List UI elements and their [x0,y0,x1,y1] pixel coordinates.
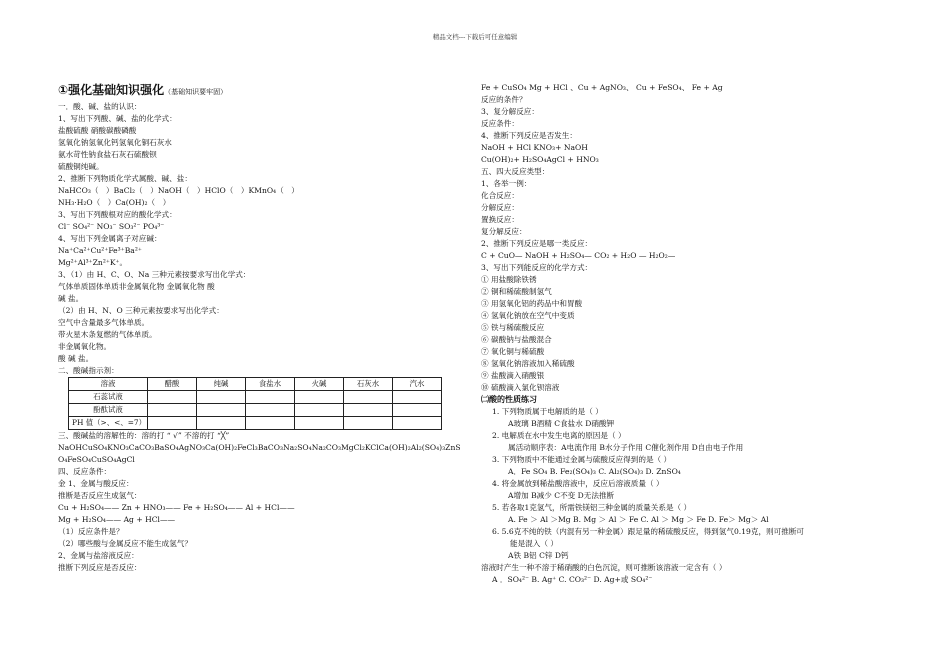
table-cell [295,404,344,417]
table-header-cell: 纯碱 [197,378,246,391]
table-cell [344,404,393,417]
text-line: 反应的条件？ [481,95,527,104]
question-line: 6. 5.6克不纯的铁（内混有另一种金属）跟足量的稀硫酸反应，得到氢气0.19克，则可推断可 [492,527,805,536]
table-row [69,404,442,417]
table-header-cell: 食盐水 [246,378,295,391]
exercise-section-title: ㈡酸的性质练习 [481,395,537,404]
text-line: 氢氧化钠氢氧化钙氢氧化铜石灰水 [58,138,172,147]
indicator-table [68,377,442,430]
text-line: 复分解反应： [481,227,527,236]
title-text: ①强化基础知识强化 [58,83,165,97]
text-line: ⑧ 氢氧化钠溶液加入稀硫酸 [481,359,575,368]
text-line: 化合反应： [481,191,519,200]
text-line: 4、推断下列反应是否发生： [481,131,577,140]
text-line: 1、各举一例： [481,179,532,188]
text-line: 3、（1）由 H、C、O、Na 三种元素按要求写出化学式： [58,270,251,279]
text-line: Cu + H₂SO₄—— Zn + HNO₃—— Fe + H₂SO₄—— Al + HCl—— [58,503,295,512]
table-cell [295,391,344,404]
title-subtitle: （基础知识要牢固） [164,88,228,96]
text-line: ⑥ 碳酸钠与盐酸混合 [481,335,552,344]
text-line: Mg²⁺Al³⁺Zn²⁺K⁺。 [58,258,128,267]
question-line: A铁 B铝 C锌 D钙 [508,551,569,560]
text-line: 四、反应条件： [58,467,112,476]
table-cell [393,417,442,430]
solubility-list: NaOHCuSO₄KNO₃CaCO₃BaSO₄AgNO₃Ca(OH)₂FeCl₃BaCO₃Na₂SO₄Na₂CO₃MgCl₂KClCa(OH)₂Al₂(SO₄)₃ZnSO₄FeSO₄CuSO₄AgCl [58,443,461,464]
question-line: 溶液时产生一种不溶于稀硝酸的白色沉淀，则可推断该溶液一定含有（ ） [481,563,727,572]
text-line: ⑩ 硫酸滴入氯化钡溶液 [481,383,560,392]
question-line: A玻璃 B酒精 C食盐水 D硝酸钾 [508,419,615,428]
table-cell [148,404,197,417]
question-line: 2. 电解质在水中发生电离的原因是（ ） [492,431,626,440]
text-line: 推断是否反应生成氢气： [58,491,142,500]
text-line: ⑨ 盐酸滴入硝酸银 [481,371,545,380]
question-line: 能是混入（ ） [510,539,558,548]
text-line: 置换反应： [481,215,519,224]
table-row-label: 石蕊试液 [69,391,148,404]
text-line: 气体单质固体单质非金属氧化物 金属氧化物 酸 [58,282,215,291]
text-line: （1）反应条件是？ [58,527,124,536]
text-line: 氨水苛性钠食盐石灰石硫酸钡 [58,150,157,159]
text-line: 非金属氧化物。 [58,342,112,351]
text-line: ⑦ 氧化铜与稀硫酸 [481,347,545,356]
text-line: 带火星木条复燃的气体单质。 [58,330,157,339]
question-line: 5. 若各取1克氢气，所需铁镁铝三种金属的质量关系是（ ） [492,503,692,512]
text-line: ⑤ 铁与稀硫酸反应 [481,323,545,332]
text-line: Mg + H₂SO₄—— Ag + HCl—— [58,515,176,524]
text-line: 2、金属与盐溶液反应： [58,551,139,560]
exercise-questions [481,406,901,586]
table-cell [148,417,197,430]
table-cell [197,417,246,430]
text-line: ④ 氢氧化钠放在空气中变质 [481,311,575,320]
table-cell [393,391,442,404]
table-header-cell: 火碱 [295,378,344,391]
text-line: 反应条件： [481,119,519,128]
text-line: 一．酸、碱、盐的认识： [58,102,142,111]
question-line: 4. 将金属放到稀盐酸溶液中，反应后溶液质量（ ） [492,479,664,488]
question-line: A．Fe SO₄ B. Fe₂(SO₄)₃ C. Al₂(SO₄)₃ D. ZnSO₄ [508,467,681,476]
text-line: 金 1、金属与酸反应： [58,479,134,488]
table-row-label: PH 值（>、<、=7） [69,417,148,430]
table-header-cell: 石灰水 [344,378,393,391]
left-lines-a [58,101,463,377]
table-header-row [69,378,442,391]
text-line: 推断下列反应是否反应： [58,563,142,572]
text-line: 盐酸硫酸 硝酸碳酸磷酸 [58,126,137,135]
table-cell [344,417,393,430]
page-header: 精品文档---下载后可任意编辑 [432,33,518,41]
text-line: NH₃·H₂O（ ）Ca(OH)₂（ ） [58,198,171,207]
section-title [58,82,463,100]
text-line: （2）哪些酸与金属反应不能生成氢气？ [58,539,192,548]
solubility-title: 三、酸碱盐的溶解性的：溶的打 “ √” 不溶的打 “╳” [58,431,230,440]
text-line: 碱 盐。 [58,294,84,303]
text-line: NaHCO₃（ ）BaCl₂（ ）NaOH（ ）HClO（ ）KMnO₄（ ） [58,186,299,195]
text-line: ① 用盐酸除铁锈 [481,275,537,284]
right-lines-a [481,82,901,394]
text-line: 2、推断下列反应是哪一类反应： [481,239,593,248]
question-line: A ．SO₄²⁻ B. Ag⁺ C. CO₃²⁻ D. Ag+或 SO₄²⁻ [492,575,653,584]
table-row-label: 酚酞试液 [69,404,148,417]
table-cell [197,391,246,404]
question-line: 属活动顺序表：A电流作用 B水分子作用 C催化剂作用 D自由电子作用 [508,443,744,452]
table-cell [344,391,393,404]
text-line: 3、写出下列酸根对应的酸化学式： [58,210,177,219]
text-line: ② 铜和稀硫酸制氢气 [481,287,552,296]
table-header-cell: 醋酸 [148,378,197,391]
table-cell [246,404,295,417]
text-line: 1、写出下列酸、碱、盐的化学式： [58,114,177,123]
text-line: 4、写出下列金属离子对应碱： [58,234,162,243]
text-line: Fe + CuSO₄ Mg + HCl 、Cu + AgNO₃、 Cu + FeSO₄、 Fe + Ag [481,83,723,92]
right-column [481,82,901,586]
text-line: 3、写出下列能反应的化学方式： [481,263,593,272]
left-lines-b [58,466,463,574]
question-line: A增加 B减少 C不变 D无法推断 [508,491,615,500]
text-line: 二、酸碱指示剂： [58,366,119,375]
question-line: 3. 下列物质中不能通过金属与硫酸反应得到的是（ ） [492,455,672,464]
text-line: 五、四大反应类型： [481,167,550,176]
question-line: 1. 下列物质属于电解质的是（ ） [492,407,603,416]
text-line: ③ 用氢氧化铝的药品中和胃酸 [481,299,583,308]
text-line: 酸 碱 盐。 [58,354,94,363]
text-line: 分解反应： [481,203,519,212]
table-row [69,391,442,404]
text-line: Cl⁻ SO₄²⁻ NO₃⁻ SO₃²⁻ PO₄³⁻ [58,222,165,231]
table-cell [148,391,197,404]
question-line: A. Fe ＞ Al ＞Mg B. Mg ＞ Al ＞ Fe C. Al ＞ Mg ＞ Fe D. Fe＞ Mg＞ Al [508,515,769,524]
table-row [69,417,442,430]
text-line: 硫酸铜纯碱。 [58,162,104,171]
text-line: 空气中含量最多气体单质。 [58,318,150,327]
text-line: Na⁺Ca²⁺Cu²⁺Fe³⁺Ba²⁺ [58,246,142,255]
text-line: 3、复分解反应： [481,107,539,116]
table-header-cell: 溶液 [69,378,148,391]
text-line: Cu(OH)₂+ H₂SO₄AgCl + HNO₃ [481,155,599,164]
text-line: 2、推断下列物质化学式属酸、碱、盐： [58,174,192,183]
text-line: （2）由 H、N、O 三种元素按要求写出化学式： [58,306,224,315]
table-header-cell: 汽水 [393,378,442,391]
text-line: NaOH + HCl KNO₃+ NaOH [481,143,588,152]
table-cell [295,417,344,430]
left-column [58,82,463,574]
table-cell [197,404,246,417]
table-cell [246,417,295,430]
table-cell [246,391,295,404]
text-line: C + CuO— NaOH + H₂SO₄— CO₂ + H₂O — H₂O₂— [481,251,676,260]
table-cell [393,404,442,417]
